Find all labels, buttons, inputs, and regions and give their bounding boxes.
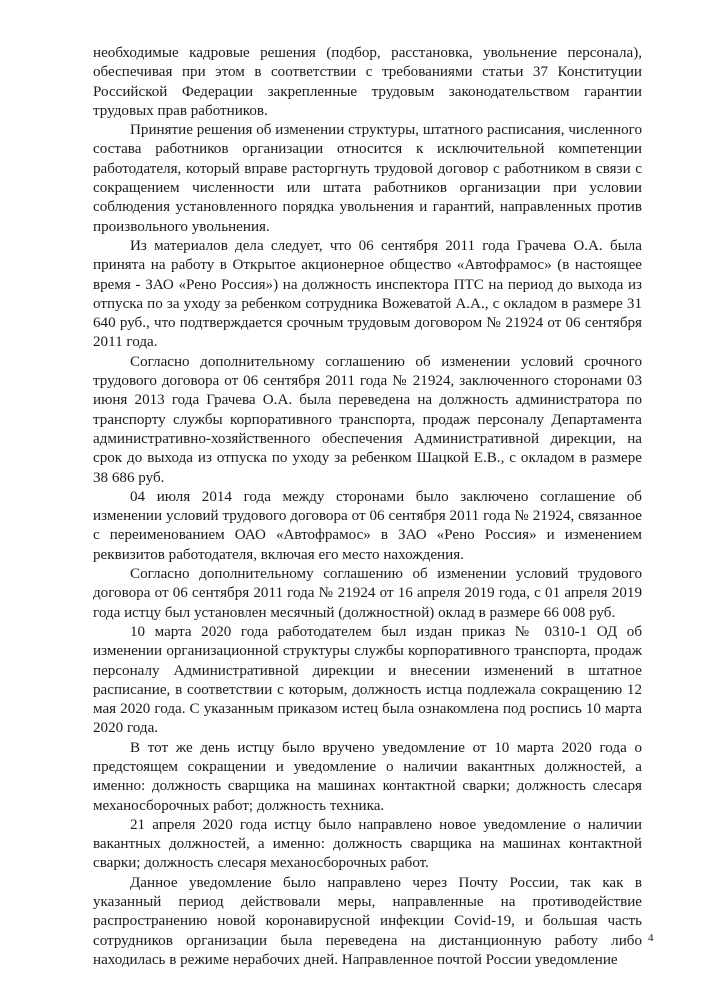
paragraph-case-materials: Из материалов дела следует, что 06 сентября 2011 года Грачева О.А. была принята на работу в Открытое акционерное общество «Автофрамос» (в настоящее время - ЗАО «Рено Россия») на должность инспектора ПТС на период до выхода из отпуска по за уходу за ребенком сотрудника Вожеватой А.А., с окладом в размере 31 640 руб., что подтверждается срочным трудовым договором № 21924 от 06 сентября 2011 года.: [93, 237, 642, 351]
paragraph-post-notice: Данное уведомление было направлено через Почту России, так как в указанный период действовали меры, направленные на противодействие распространению новой коронавирусной инфекции Covid-19, и большая часть сотрудников организации была переведена на дистанционную работу либо находилась в режиме нерабочих дней. Направленное почтой России уведомление: [93, 874, 642, 968]
page-number: 4: [648, 932, 654, 944]
document-body: [93, 44, 642, 970]
paragraph-notice-march: В тот же день истцу было вручено уведомление от 10 марта 2020 года о предстоящем сокращении и уведомление о наличии вакантных должностей, а именно: должность сварщика на машинах контактной сварки; должность слесаря механосборочных работ; должность техника.: [93, 739, 642, 814]
paragraph-agreement-2019: Согласно дополнительному соглашению об изменении условий трудового договора от 06 сентября 2011 года № 21924 от 16 апреля 2019 года, с 01 апреля 2019 года истцу был установлен месячный (должностной) оклад в размере 66 008 руб.: [93, 566, 642, 621]
paragraph-continuation: необходимые кадровые решения (подбор, расстановка, увольнение персонала), обеспечивая при этом в соответствии с требованиями статьи 37 Конституции Российской Федерации закрепленные трудовым законодательством гарантии трудовых прав работников.: [93, 45, 642, 119]
paragraph-notice-april: 21 апреля 2020 года истцу было направлено новое уведомление о наличии вакантных должностей, а именно: должность сварщика на машинах контактной сварки; должность слесаря механосборочных работ.: [93, 816, 642, 872]
paragraph-agreement-2014: 04 июля 2014 года между сторонами было заключено соглашение об изменении условий трудового договора от 06 сентября 2011 года № 21924, связанное с переименованием ОАО «Автофрамос» в ЗАО «Рено Россия» и изменением реквизитов работодателя, включая его место нахождения.: [93, 488, 642, 563]
paragraph-structure-decision: Принятие решения об изменении структуры, штатного расписания, численного состава работников организации относится к исключительной компетенции работодателя, который вправе расторгнуть трудовой договор с работником в связи с сокращением численности или штата работников организации при условии соблюдения установленного порядка увольнения и гарантий, направленных против произвольного увольнения.: [93, 122, 642, 235]
paragraph-order-2020: 10 марта 2020 года работодателем был издан приказ № 0310-1 ОД об изменении организационной структуры службы корпоративного транспорта, продаж персоналу Административной дирекции и внесении изменений в штатное расписание, в соответствии с которым, должность истца подлежала сокращению 12 мая 2020 года. С указанным приказом истец была ознакомлена под роспись 10 марта 2020 года.: [93, 623, 642, 737]
paragraph-additional-agreement-2013: Согласно дополнительному соглашению об изменении условий срочного трудового договора от 06 сентября 2011 года № 21924, заключенного сторонами 03 июня 2013 года Грачева О.А. была переведена на должность администратора по транспорту службы корпоративного транспорта, продаж персоналу Департамента административно-хозяйственного обеспечения Административной дирекции, на срок до выхода из отпуска по уходу за ребенком Шацкой Е.В., с окладом в размере 38 686 руб.: [93, 353, 642, 486]
